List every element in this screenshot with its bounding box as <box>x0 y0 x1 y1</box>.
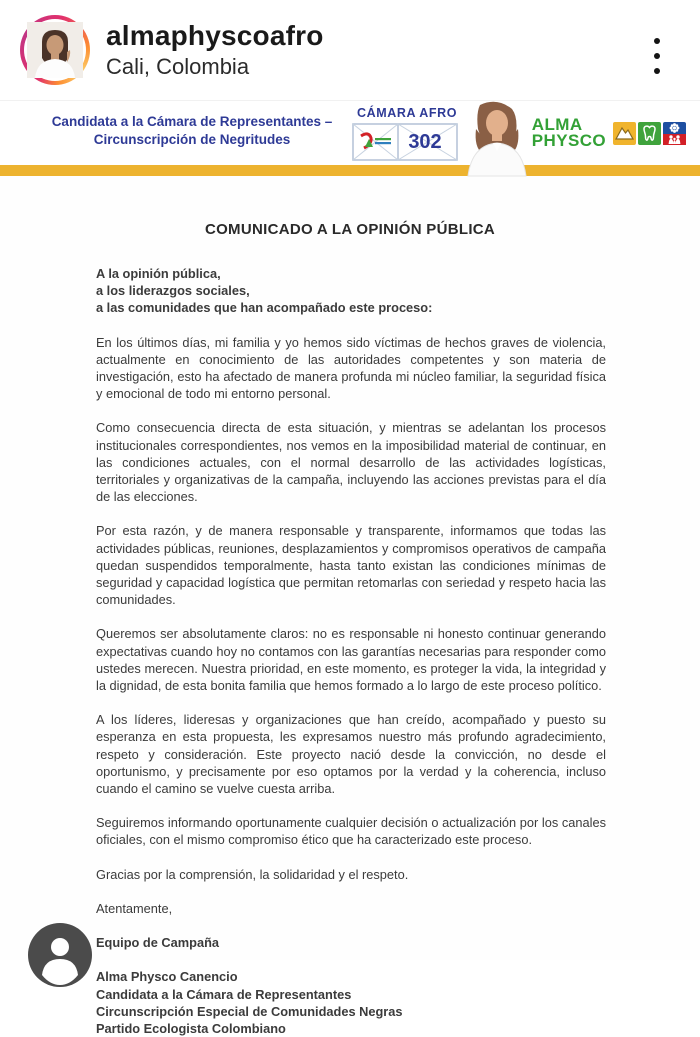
ballot-number: 302 <box>408 131 442 153</box>
signature-party: Partido Ecologista Colombiano <box>96 1020 286 1036</box>
ballot-card <box>352 105 462 161</box>
avatar-woman-illustration <box>27 22 83 78</box>
logo-line2: PHYSCO <box>531 131 606 150</box>
post-header <box>0 0 700 100</box>
alma-physco-logo <box>532 117 686 149</box>
salutation-line: A la opinión pública, <box>96 266 221 281</box>
signature-name: Alma Physco Canencio <box>96 969 238 985</box>
candidate-photo <box>460 99 534 176</box>
document-body <box>96 265 606 1037</box>
candidacy-line1: Candidata a la Cámara de Representantes – <box>51 114 333 129</box>
more-options-icon[interactable] <box>650 34 664 78</box>
paragraph: Como consecuencia directa de esta situación, y mientras se adelantan los procesos institucionales correspondientes, nos vemos en la imposibilidad material de continuar, en las condiciones actuales, con el normal desarrollo de las actividades logísticas, territoriales y organizativas de la campaña, incluyendo las acciones previstas para el día de las elecciones. <box>96 420 606 505</box>
thanks-line: Gracias por la comprensión, la solidaridad y el respeto. <box>96 866 409 882</box>
paragraph: A los líderes, lideresas y organizaciones que han creído, acompañado y puesto su esperanza en esta propuesta, les expresamos nuestro más profundo agradecimiento, respeto y consideración. Este proyecto nació desde la convicción, no desde el oportunismo, y precisamente por eso optamos por la verdad y la coherencia, incluso cuando el camino se vuelve cuesta arriba. <box>96 712 606 797</box>
tooth-icon <box>638 122 661 145</box>
location-link[interactable]: Cali, Colombia <box>106 54 250 79</box>
ballot-title: CÁMARA AFRO <box>356 106 458 120</box>
signature-team: Equipo de Campaña <box>96 935 220 951</box>
signature-role: Candidata a la Cámara de Representantes <box>96 986 352 1002</box>
person-icon <box>28 923 92 987</box>
document-title: COMUNICADO A LA OPINIÓN PÚBLICA <box>204 221 496 238</box>
mountain-icon <box>613 122 636 145</box>
comment-avatar[interactable] <box>28 923 92 987</box>
post-image[interactable] <box>0 100 700 1036</box>
candidacy-text <box>42 113 342 149</box>
salutation <box>96 265 606 317</box>
signature-district: Circunscripción Especial de Comunidades Negras <box>96 1003 403 1019</box>
paragraph: Por esta razón, y de manera responsable y transparente, informamos que todas las actividades públicas, reuniones, desplazamientos y compromisos operativos de campaña quedan suspendidos temporalmente, hasta tanto existan las condiciones mínimas de seguridad y capacidad logística que permitan retomarlas con seriedad y respeto hacia las comunidades. <box>96 523 606 608</box>
avatar-ring-gap <box>24 19 86 81</box>
signature-block <box>96 968 606 1037</box>
post-header-text <box>106 19 324 81</box>
story-ring[interactable] <box>20 15 90 85</box>
logo-line1: ALMA <box>531 115 583 134</box>
communique-document <box>0 176 700 1037</box>
ballot-box <box>352 123 458 161</box>
closing-line: Atentamente, <box>96 900 173 916</box>
avatar[interactable] <box>27 22 83 78</box>
flower-family-icon <box>663 122 686 145</box>
paragraph: Queremos ser absolutamente claros: no es responsable ni honesto continuar generando expectativas cuando hoy no contamos con las garantías necesarias para responder como ustedes merecen. Nuestra prioridad, en este momento, es proteger la vida, la integridad y la dignidad, de esta bonita familia que hemos formado a lo largo de este proceso político. <box>96 626 606 694</box>
candidate-portrait-illustration <box>460 99 534 176</box>
logo-tiles <box>613 122 686 145</box>
paragraph: En los últimos días, mi familia y yo hemos sido víctimas de hechos graves de violencia, actualmente en conocimiento de las autoridades competentes y son materia de investigación, esto ha afectado de manera profunda mi núcleo familiar, la seguridad física y emocional de todo mi entorno personal. <box>96 334 606 402</box>
salutation-line: a las comunidades que han acompañado este proceso: <box>96 300 433 316</box>
salutation-line: a los liderazgos sociales, <box>96 283 250 299</box>
campaign-banner <box>0 101 700 165</box>
banner-accent-bar <box>0 165 700 176</box>
paragraph: Seguiremos informando oportunamente cualquier decisión o actualización por los canales oficiales, con el mismo compromiso ético que ha caracterizado este proceso. <box>96 815 606 848</box>
alma-physco-logo-text <box>532 117 606 149</box>
username[interactable]: almaphyscoafro <box>106 20 324 51</box>
candidacy-line2: Circunscripción de Negritudes <box>93 132 291 147</box>
